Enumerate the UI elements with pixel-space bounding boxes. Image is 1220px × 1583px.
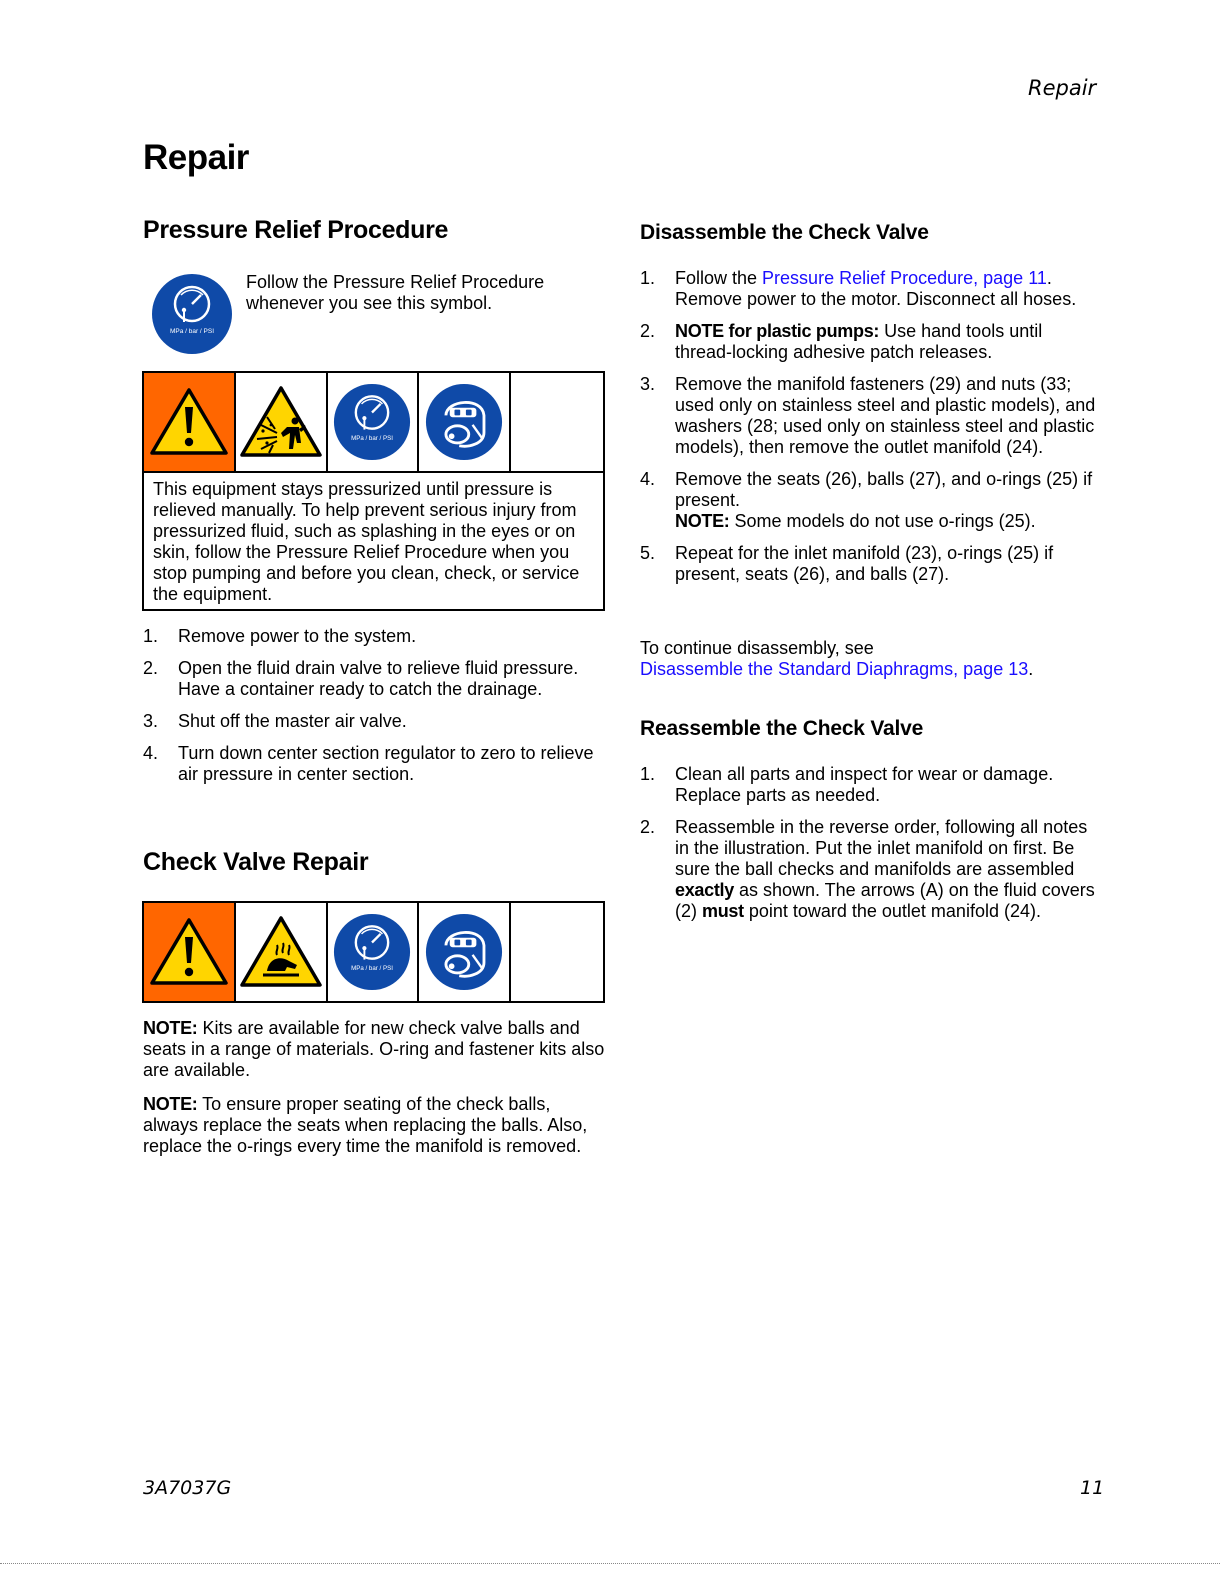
page-bottom-divider: [0, 1563, 1220, 1564]
hot-surface-cell: [236, 903, 328, 1001]
warning-triangle-cell: [144, 373, 236, 471]
pressure-relief-link[interactable]: Pressure Relief Procedure, page 11: [762, 268, 1047, 288]
face-shield-cell: [419, 903, 511, 1001]
empty-icon-cell: [511, 903, 603, 1001]
symbol-note: Follow the Pressure Relief Procedure whenever you see this symbol.: [246, 272, 545, 313]
note-seating: NOTE: To ensure proper seating of the check balls, always replace the seats when replacing the balls. Also, replace the o-rings every time the manifold is removed.: [143, 1094, 588, 1156]
warning-triangle-icon: [149, 387, 229, 457]
face-shield-icon: [425, 913, 503, 991]
warning-triangle-icon: [149, 917, 229, 987]
continue-disassembly: To continue disassembly, see Disassemble the Standard Diaphragms, page 13.: [640, 638, 1034, 679]
pressure-gauge-cell: [328, 373, 420, 471]
empty-icon-cell: [511, 373, 603, 471]
footer-page-number: 11: [1080, 1477, 1105, 1499]
explosion-hazard-icon: [239, 385, 323, 459]
pressure-relief-symbol-icon: [151, 273, 233, 355]
disassemble-diaphragms-link[interactable]: Disassemble the Standard Diaphragms, page 13: [640, 659, 1029, 679]
pressure-relief-gauge-icon: [333, 383, 411, 461]
hot-surface-hand-icon: [239, 915, 323, 989]
face-shield-cell: [419, 373, 511, 471]
face-shield-icon: [425, 383, 503, 461]
warning-icon-row: [144, 903, 603, 1001]
pressure-warning-box: [142, 371, 605, 611]
list-item: 1. Clean all parts and inspect for wear or damage. Replace parts as needed.: [640, 764, 1054, 805]
list-item: 1. Remove power to the system.: [143, 626, 417, 646]
check-valve-warning-box: [142, 901, 605, 1003]
page-title: Repair: [143, 138, 249, 177]
pressure-gauge-cell: [328, 903, 420, 1001]
gauge-label: MPa / bar / PSI: [169, 328, 215, 335]
list-item: 4. Remove the seats (26), balls (27), and o-rings (25) if present. NOTE: Some models do not use o-rings (25).: [640, 469, 1093, 531]
list-item: 2. Reassemble in the reverse order, following all notes in the illustration. Put the inlet manifold on first. Be sure the ball checks and manifolds are assembled exactly as shown. The arrows (A) on the fluid covers (2) must point toward the outlet manifold (24).: [640, 817, 1095, 921]
list-item: 2. Open the fluid drain valve to relieve fluid pressure. Have a container ready to catch the drainage.: [143, 658, 579, 699]
list-item: 4. Turn down center section regulator to zero to relieve air pressure in center section.: [143, 743, 594, 784]
disassemble-steps: [640, 268, 1102, 596]
pressure-relief-heading: Pressure Relief Procedure: [143, 216, 449, 244]
pressure-relief-steps: [143, 626, 598, 796]
footer-doc-id: 3A7037G: [143, 1477, 232, 1499]
gauge-label: MPa / bar / PSI: [351, 965, 394, 973]
check-valve-repair-heading: Check Valve Repair: [143, 848, 369, 876]
running-header: Repair: [1028, 76, 1097, 100]
pressure-relief-gauge-icon: [333, 913, 411, 991]
list-item: 3. Shut off the master air valve.: [143, 711, 407, 731]
list-item: 3. Remove the manifold fasteners (29) and nuts (33; used only on stainless steel and plastic models), and washers (28; used only on stainless steel and plastic models), then remove the outlet manifold (24).: [640, 374, 1096, 457]
list-item: 2. NOTE for plastic pumps: Use hand tools until thread-locking adhesive patch releases.: [640, 321, 1043, 362]
disassemble-heading: Disassemble the Check Valve: [640, 221, 929, 244]
list-item: 1. Follow the Pressure Relief Procedure, page 11. Remove power to the motor. Disconnect all hoses.: [640, 268, 1077, 309]
explosion-hazard-cell: [236, 373, 328, 471]
note-kits: NOTE: Kits are available for new check valve balls and seats in a range of materials. O-ring and fastener kits also are available.: [143, 1018, 605, 1080]
warning-icon-row: [144, 373, 603, 471]
warning-text: This equipment stays pressurized until pressure is relieved manually. To help prevent serious injury from pressurized fluid, such as splashing in the eyes or on skin, follow the Pressure Relief Procedure when you stop pumping and before you clean, check, or service the equipment.: [144, 471, 603, 609]
reassemble-steps: [640, 764, 1102, 933]
list-item: 5. Repeat for the inlet manifold (23), o-rings (25) if present, seats (26), and balls (27).: [640, 543, 1054, 584]
gauge-label: MPa / bar / PSI: [351, 435, 394, 443]
reassemble-heading: Reassemble the Check Valve: [640, 717, 924, 740]
warning-triangle-cell: [144, 903, 236, 1001]
